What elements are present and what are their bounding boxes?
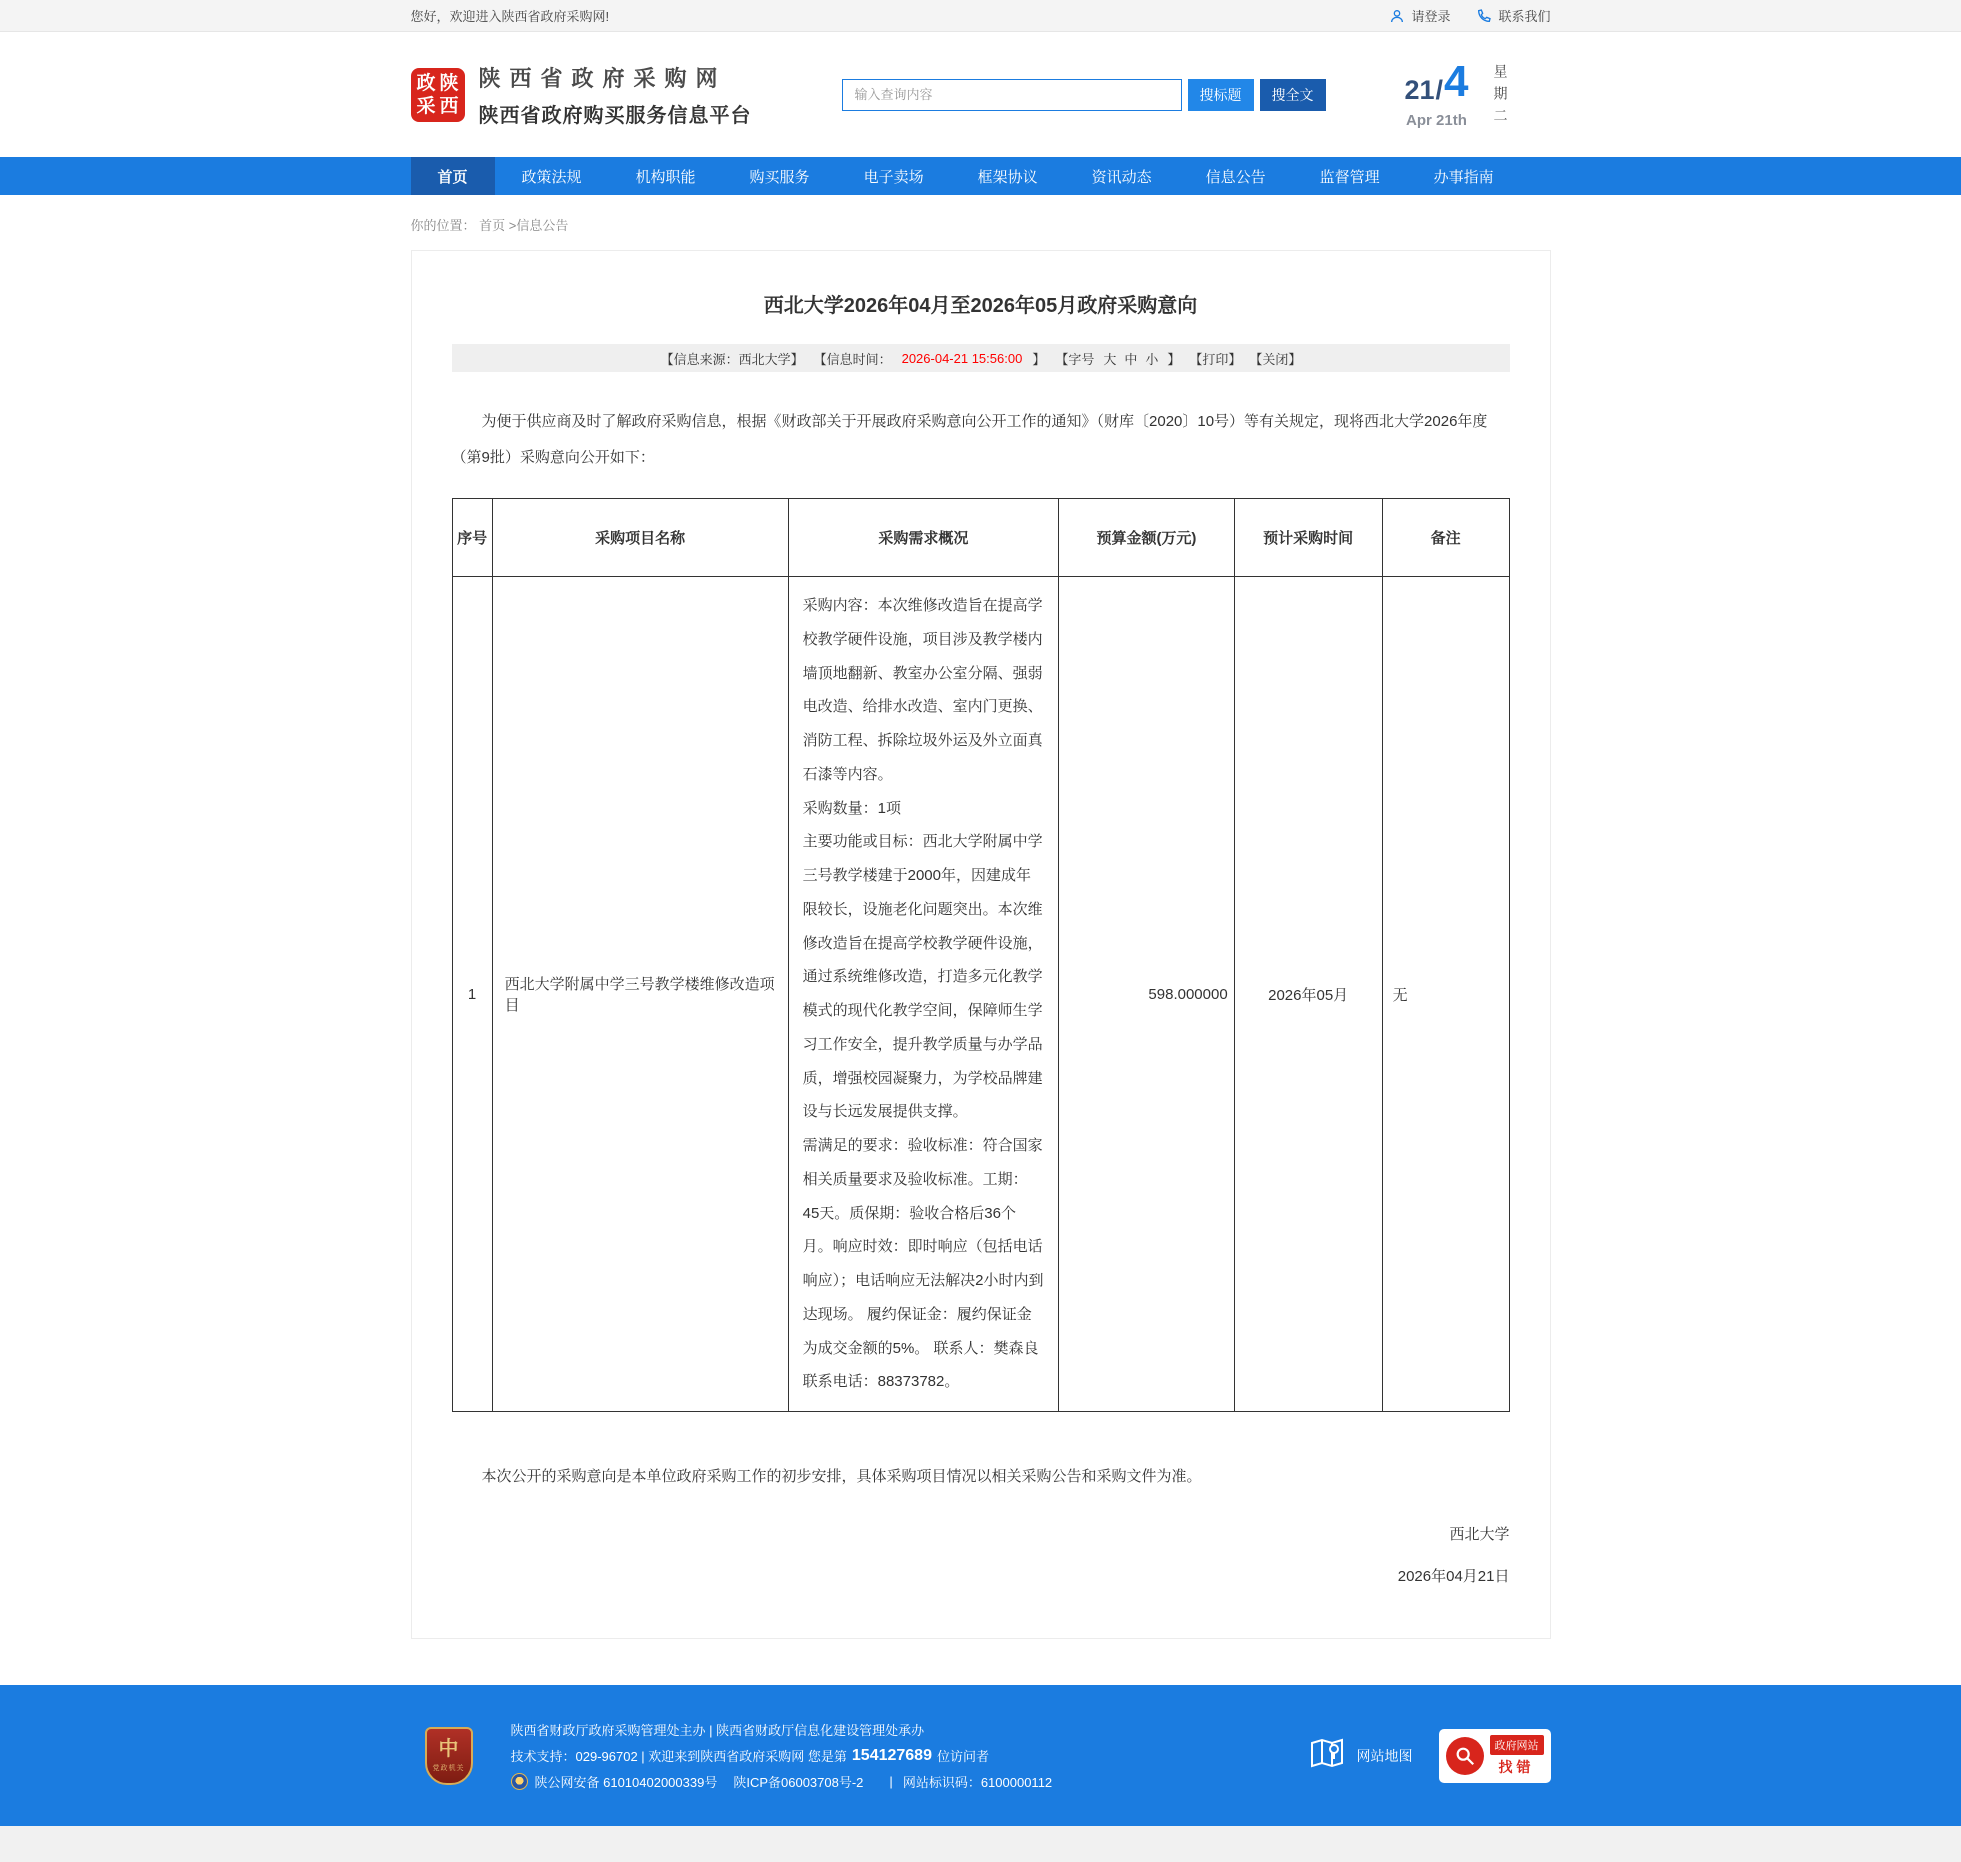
header-time: 预计采购时间 bbox=[1234, 499, 1382, 577]
article-meta-bar bbox=[452, 344, 1510, 372]
date-english: Apr 21th bbox=[1406, 111, 1467, 129]
nav-item-framework-agreements[interactable]: 框架协议 bbox=[977, 168, 1038, 186]
search-title-button[interactable]: 搜标题 bbox=[1188, 79, 1254, 111]
search-bar bbox=[842, 79, 1326, 111]
close-button[interactable]: 【关闭】 bbox=[1249, 351, 1302, 367]
footer-support-line bbox=[511, 1746, 1053, 1765]
nav-item-announcements[interactable]: 信息公告 bbox=[1205, 168, 1266, 186]
closing-paragraph: 本次公开的采购意向是本单位政府采购工作的初步安排，具体采购项目情况以相关采购公告和采购文件为准。 bbox=[481, 1468, 1202, 1485]
phone-icon bbox=[1476, 8, 1492, 24]
footer bbox=[0, 1685, 1961, 1826]
overview-paragraph: 采购数量：1项 bbox=[802, 799, 901, 817]
bottom-strip bbox=[0, 1826, 1961, 1862]
footer-organizer-line: 陕西省财政厅政府采购管理处主办 | 陕西省财政厅信息化建设管理处承办 bbox=[510, 1723, 925, 1738]
logo-char: 陕 bbox=[439, 72, 459, 94]
beian-divider: | bbox=[889, 1774, 893, 1789]
breadcrumb-separator: > bbox=[508, 218, 517, 233]
nav-item-home[interactable]: 首页 bbox=[411, 157, 495, 195]
overview-paragraph: 需满足的要求：验收标准：符合国家相关质量要求及验收标准。工期：45天。质保期：验收合格后36个月。响应时效：即时响应（包括电话响应）；电话响应无法解决2小时内到达现场。 履约保证金：履约保证金为成交金额的5%。 联系人：樊森良 联系电话：88373782。 bbox=[802, 1137, 1044, 1391]
breadcrumb-row bbox=[411, 195, 1551, 250]
main-nav bbox=[0, 157, 1961, 195]
error-badge-bottom-label: 找错 bbox=[1498, 1758, 1535, 1775]
nav-item-purchase-services[interactable]: 购买服务 bbox=[749, 168, 810, 186]
date-month: 4 bbox=[1444, 56, 1469, 106]
meta-time-prefix: 【信息时间： bbox=[813, 351, 892, 367]
login-link[interactable] bbox=[1389, 6, 1450, 25]
font-size-small-button[interactable]: 小 bbox=[1145, 351, 1159, 367]
support-prefix: 技术支持：029-96702 | 欢迎来到陕西省政府采购网 您是第 bbox=[510, 1749, 847, 1764]
cell-budget: 598.000000 bbox=[1059, 577, 1234, 1412]
search-fulltext-button[interactable]: 搜全文 bbox=[1260, 79, 1326, 111]
breadcrumb bbox=[411, 215, 1551, 234]
support-suffix: 位访问者 bbox=[936, 1749, 989, 1764]
overview-paragraph: 主要功能或目标：西北大学附属中学三号教学楼建于2000年，因建成年限较长，设施老化问题突出。本次维修改造旨在提高学校教学硬件设施，通过系统维修改造，打造多元化教学模式的现代化教学空间，保障师生学习工作安全，提升教学质量与办学品质，增强校园凝聚力，为学校品牌建设与长远发展提供支撑。 bbox=[802, 833, 1043, 1121]
breadcrumb-prefix: 你的位置： bbox=[410, 218, 476, 233]
cell-overview bbox=[788, 577, 1059, 1412]
breadcrumb-current: 信息公告 bbox=[516, 218, 569, 233]
topbar bbox=[0, 0, 1961, 32]
procurement-table bbox=[452, 498, 1510, 1412]
header bbox=[0, 32, 1961, 157]
cell-note: 无 bbox=[1382, 577, 1509, 1412]
overview-paragraph: 采购内容：本次维修改造旨在提高学校教学硬件设施，项目涉及教学楼内墙顶地翻新、教室办公室分隔、强弱电改造、给排水改造、室内门更换、消防工程、拆除垃圾外运及外立面真石漆等内容。 bbox=[802, 597, 1043, 783]
user-icon bbox=[1389, 8, 1405, 24]
site-code: 网站标识码：6100000112 bbox=[902, 1775, 1053, 1790]
signature-block bbox=[452, 1514, 1510, 1598]
sitemap-label: 网站地图 bbox=[1356, 1747, 1413, 1764]
article-panel bbox=[411, 250, 1551, 1639]
sitemap-link[interactable] bbox=[1307, 1733, 1413, 1778]
badge-text: 党政机关 bbox=[432, 1764, 465, 1772]
signature-date: 2026年04月21日 bbox=[1397, 1568, 1510, 1585]
nav-item-news[interactable]: 资讯动态 bbox=[1091, 168, 1152, 186]
search-input[interactable] bbox=[842, 79, 1182, 111]
meta-font-suffix: 】 bbox=[1167, 351, 1181, 367]
cell-no: 1 bbox=[452, 577, 492, 1412]
party-government-badge-icon bbox=[425, 1727, 473, 1785]
header-no: 序号 bbox=[452, 499, 492, 577]
date-separator: / bbox=[1435, 74, 1444, 105]
nav-item-supervision[interactable]: 监督管理 bbox=[1319, 168, 1380, 186]
badge-emblem-icon: 中 bbox=[438, 1737, 459, 1760]
icp-beian[interactable]: 陕ICP备06003708号-2 bbox=[733, 1775, 864, 1790]
footer-beian-line bbox=[511, 1772, 1053, 1791]
report-error-badge[interactable] bbox=[1439, 1729, 1551, 1783]
contact-label: 联系我们 bbox=[1498, 9, 1551, 24]
nav-item-functions[interactable]: 机构职能 bbox=[635, 168, 696, 186]
welcome-text: 您好，欢迎进入陕西省政府采购网! bbox=[410, 9, 610, 24]
table-header-row bbox=[452, 499, 1509, 577]
magnifier-icon bbox=[1446, 1737, 1484, 1775]
header-project-name: 采购项目名称 bbox=[492, 499, 788, 577]
gongan-beian[interactable]: 陕公网安备 61010402000339号 bbox=[534, 1775, 718, 1790]
logo-char: 政 bbox=[416, 72, 436, 94]
date-day: 21 bbox=[1404, 74, 1435, 105]
error-badge-top-label: 政府网站 bbox=[1490, 1735, 1544, 1755]
date-widget bbox=[1404, 56, 1550, 130]
cell-time: 2026年05月 bbox=[1234, 577, 1382, 1412]
meta-font-prefix: 【字号 bbox=[1055, 351, 1095, 367]
sitemap-icon bbox=[1307, 1733, 1347, 1778]
meta-source: 【信息来源：西北大学】 bbox=[660, 351, 804, 367]
login-label: 请登录 bbox=[1411, 9, 1451, 24]
meta-time-value: 2026-04-21 15:56:00 bbox=[901, 350, 1023, 366]
table-row bbox=[452, 577, 1509, 1412]
header-note: 备注 bbox=[1382, 499, 1509, 577]
font-size-medium-button[interactable]: 中 bbox=[1124, 351, 1138, 367]
logo-stamp-icon bbox=[411, 68, 465, 122]
article-title: 西北大学2026年04月至2026年05月政府采购意向 bbox=[763, 295, 1198, 317]
visitor-count: 154127689 bbox=[851, 1746, 932, 1764]
signature-org: 西北大学 bbox=[1449, 1526, 1510, 1543]
weekday-label: 星期二 bbox=[1492, 63, 1509, 130]
cell-project-name: 西北大学附属中学三号教学楼维修改造项目 bbox=[492, 577, 788, 1412]
site-logo bbox=[411, 62, 752, 128]
print-button[interactable]: 【打印】 bbox=[1189, 351, 1242, 367]
nav-item-guide[interactable]: 办事指南 bbox=[1433, 168, 1494, 186]
meta-time-suffix: 】 bbox=[1032, 351, 1046, 367]
header-budget: 预算金额(万元) bbox=[1059, 499, 1234, 577]
public-security-badge-icon bbox=[511, 1773, 528, 1790]
intro-paragraph: 为便于供应商及时了解政府采购信息，根据《财政部关于开展政府采购意向公开工作的通知》（财库〔2020〕10号）等有关规定，现将西北大学2026年度（第9批）采购意向公开如下： bbox=[451, 413, 1488, 466]
logo-char: 采 bbox=[416, 95, 436, 117]
nav-item-e-marketplace[interactable]: 电子卖场 bbox=[863, 168, 924, 186]
site-subtitle: 陕西省政府购买服务信息平台 bbox=[478, 104, 752, 127]
nav-item-policies[interactable]: 政策法规 bbox=[521, 168, 582, 186]
breadcrumb-home-link[interactable]: 首页 bbox=[479, 218, 506, 233]
site-name: 陕西省政府采购网 bbox=[478, 65, 727, 91]
font-size-large-button[interactable]: 大 bbox=[1103, 351, 1117, 367]
header-overview: 采购需求概况 bbox=[788, 499, 1059, 577]
logo-char: 西 bbox=[439, 95, 459, 117]
contact-link[interactable] bbox=[1476, 6, 1550, 25]
